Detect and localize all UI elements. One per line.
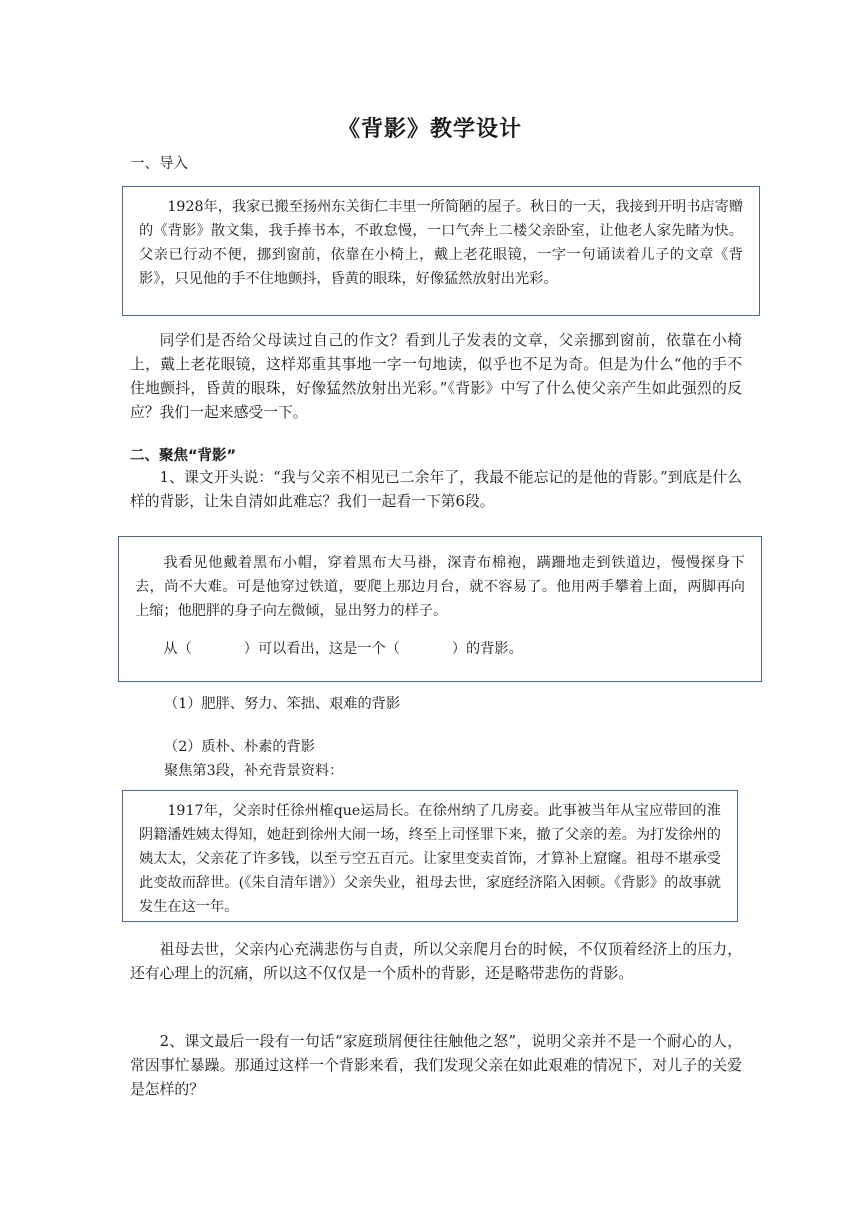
section-heading-focus: 二、聚焦“背影” (130, 448, 237, 464)
fill-prefix: 从（ (163, 641, 192, 657)
fill-in-blank-question (135, 637, 745, 661)
document-title: 《背影》教学设计 (337, 117, 522, 142)
intro-paragraph: 同学们是否给父母读过自己的作文？看到儿子发表的文章，父亲挪到窗前，依靠在小椅上，戴上老花眼镜，这样郑重其事地一字一句地读，似乎也不足为奇。但是为什么“他的手不住地颤抖，昏黄的眼珠，好像猛然放射出光彩。”《背影》中写了什么使父亲产生如此强烈的反应？我们一起来感受一下。 (130, 332, 742, 421)
grief-paragraph: 祖母去世，父亲内心充满悲伤与自责，所以父亲爬月台的时候，不仅顶着经济上的压力，还有心理上的沉痛，所以这不仅仅是一个质朴的背影，还是略带悲伤的背影。 (130, 941, 742, 982)
quote-box-paragraph6 (118, 536, 762, 682)
quote-box-background (122, 790, 738, 922)
quote-box-intro (122, 186, 760, 316)
focus-paragraph-1: 1、课文开头说：“我与父亲不相见已二余年了，我最不能忘记的是他的背影。”到底是什么样的背影，让朱自清如此难忘？我们一起看一下第6段。 (130, 469, 742, 510)
quote-text-paragraph6: 我看见他戴着黑布小帽，穿着黑布大马褂，深青布棉袍，蹒跚地走到铁道边，慢慢探身下去，尚不大难。可是他穿过铁道，要爬上那边月台，就不容易了。他用两手攀着上面，两脚再向上缩；他肥胖的身子向左微倾，显出努力的样子。 (135, 555, 745, 619)
focus-paragraph-2: 2、课文最后一段有一句话“家庭琐屑便往往触他之怒”，说明父亲并不是一个耐心的人，常因事忙暴躁。那通过这样一个背影来看，我们发现父亲在如此艰难的情况下，对儿子的关爱是怎样的？ (130, 1033, 742, 1098)
fill-middle: ）可以看出，这是一个（ (243, 641, 400, 657)
section-heading-intro: 一、导入 (130, 156, 188, 172)
quote-text-background: 1917年，父亲时任徐州榷que运局长。在徐州纳了几房妾。此事被当年从宝应带回的淮阴籍潘姓姨太得知，她赶到徐州大闹一场，终至上司怪罪下来，撤了父亲的差。为打发徐州的姨太太，父亲花了许多钱，以至亏空五百元。让家里变卖首饰，才算补上窟窿。祖母不堪承受此变故而辞世。(《朱自清年谱》）父亲失业，祖母去世，家庭经济陷入困顿。《背影》的故事就发生在这一年。 (139, 803, 721, 915)
quote-text-intro: 1928年，我家已搬至扬州东关街仁丰里一所简陋的屋子。秋日的一天，我接到开明书店寄赠的《背影》散文集，我手捧书本，不敢怠慢，一口气奔上二楼父亲卧室，让他老人家先睹为快。父亲已行动不便，挪到窗前，依靠在小椅上，戴上老花眼镜，一字一句诵读着儿子的文章《背影》，只见他的手不住地颤抖，昏黄的眼珠，好像猛然放射出光彩。 (139, 199, 743, 287)
answer-2: （2）质朴、朴素的背影 (164, 739, 315, 755)
focus-paragraph-3-note: 聚焦第3段，补充背景资料： (164, 763, 344, 779)
answer-1: （1）肥胖、努力、笨拙、艰难的背影 (164, 696, 401, 712)
fill-suffix: ）的背影。 (451, 641, 523, 657)
